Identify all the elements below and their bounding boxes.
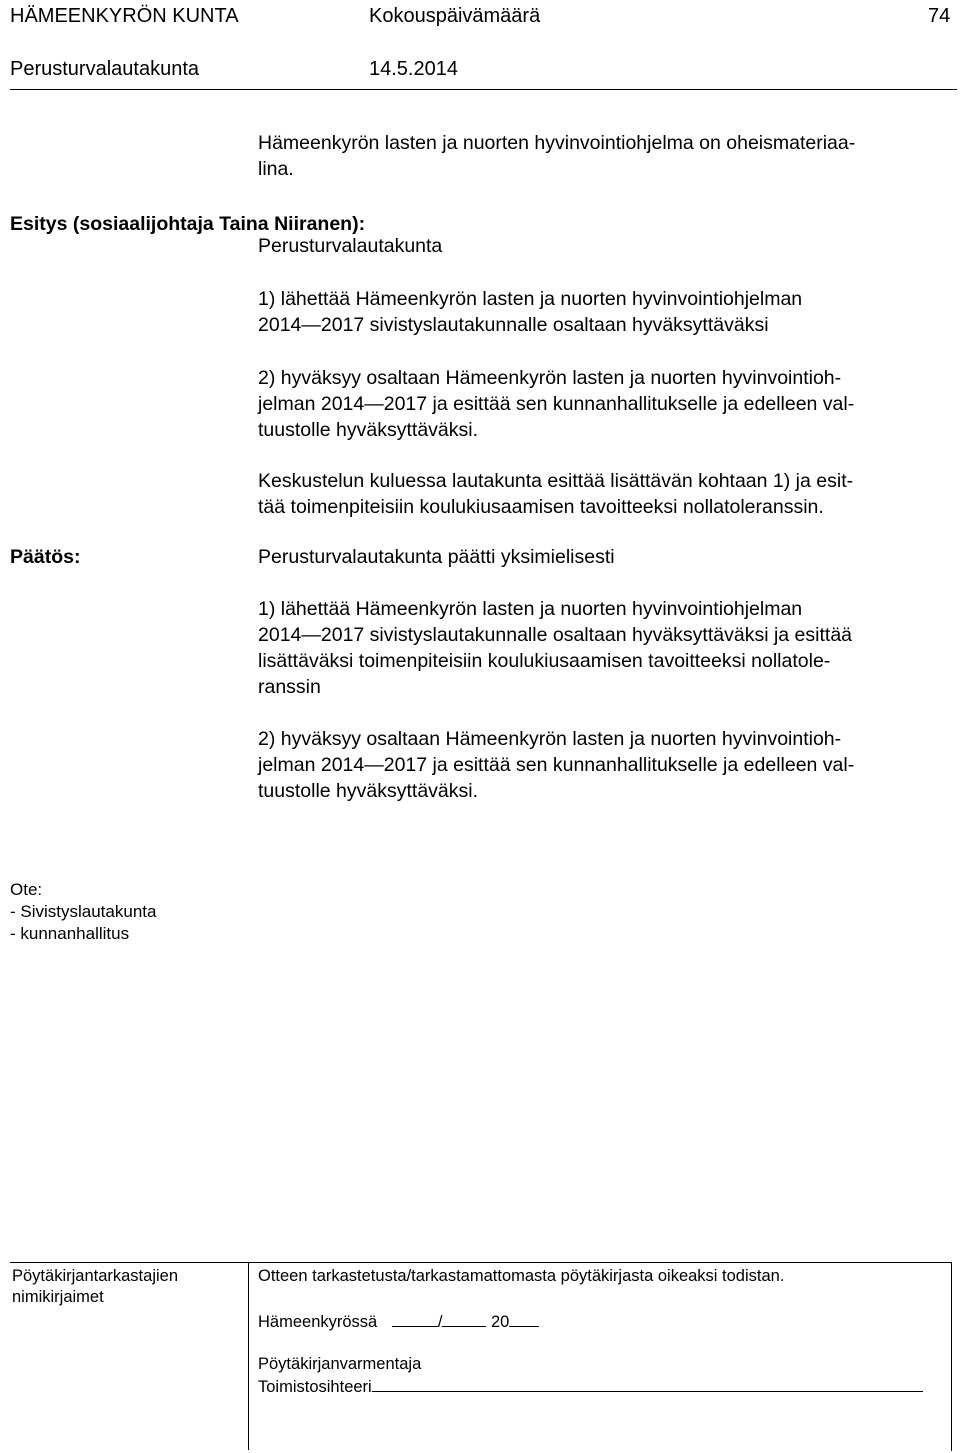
board-name: Perusturvalautakunta (10, 58, 200, 80)
year-blank[interactable] (509, 1310, 539, 1327)
header-divider (10, 89, 957, 90)
decision-intro: Perusturvalautakunta päätti yksimielisesti (258, 546, 615, 568)
discussion-line: Keskustelun kuluessa lautakunta esittää lisättävän kohtaan 1) ja esit- (258, 470, 854, 492)
proposal-item2-line: jelman 2014—2017 ja esittää sen kunnanhallitukselle ja edelleen val- (258, 393, 855, 415)
footer-officer-line (258, 1375, 923, 1397)
footer-box (10, 1262, 952, 1451)
proposal-item2-line: tuustolle hyväksyttäväksi. (258, 419, 479, 441)
decision-item1-line: ranssin (258, 676, 321, 698)
decision-label: Päätös: (10, 546, 81, 568)
footer-initials-label: Pöytäkirjantarkastajien (12, 1267, 178, 1285)
proposal-heading: Esitys (sosiaalijohtaja Taina Niiranen): (10, 213, 366, 235)
decision-item1-line: 1) lähettää Hämeenkyrön lasten ja nuorten hyvinvointiohjelman (258, 598, 803, 620)
footer-place-date (258, 1310, 539, 1332)
footer-certify-text: Otteen tarkastetusta/tarkastamattomasta pöytäkirjasta oikeaksi todistan. (258, 1267, 785, 1285)
excerpt-label: Ote: (10, 880, 43, 899)
decision-item1-line: lisättäväksi toimenpiteisiin koulukiusaamisen tavoitteeksi nollatole- (258, 650, 831, 672)
meeting-date: 14.5.2014 (369, 58, 458, 80)
footer-place: Hämeenkyrössä (258, 1313, 378, 1331)
date-slash: / (437, 1313, 443, 1331)
proposal-board: Perusturvalautakunta (258, 235, 443, 257)
proposal-item1-line: 2014—2017 sivistyslautakunnalle osaltaan hyväksyttäväksi (258, 314, 769, 336)
proposal-item2-line: 2) hyväksyy osaltaan Hämeenkyrön lasten ja nuorten hyvinvointioh- (258, 367, 842, 389)
year-prefix: 20 (491, 1313, 510, 1331)
month-blank[interactable] (442, 1310, 486, 1327)
doc-type-label: Kokouspäivämäärä (369, 5, 541, 27)
intro-line: Hämeenkyrön lasten ja nuorten hyvinvointiohjelma on oheismateriaa- (258, 132, 856, 154)
footer-column-divider (248, 1262, 249, 1450)
footer-certifier-title: Pöytäkirjanvarmentaja (258, 1355, 422, 1373)
intro-line: lina. (258, 158, 294, 180)
day-blank[interactable] (392, 1310, 438, 1327)
decision-item2-line: jelman 2014—2017 ja esittää sen kunnanhallitukselle ja edelleen val- (258, 754, 855, 776)
proposal-item1-line: 1) lähettää Hämeenkyrön lasten ja nuorten hyvinvointiohjelman (258, 288, 803, 310)
footer-initials-label: nimikirjaimet (12, 1288, 104, 1306)
municipality-name: HÄMEENKYRÖN KUNTA (10, 5, 239, 27)
footer-officer-title: Toimistosihteeri (258, 1378, 372, 1396)
page-number: 74 (928, 5, 951, 27)
decision-item2-line: 2) hyväksyy osaltaan Hämeenkyrön lasten ja nuorten hyvinvointioh- (258, 728, 842, 750)
decision-item2-line: tuustolle hyväksyttäväksi. (258, 780, 479, 802)
discussion-line: tää toimenpiteisiin koulukiusaamisen tavoitteeksi nollatoleranssin. (258, 496, 824, 518)
excerpt-recipient: - kunnanhallitus (10, 924, 130, 943)
decision-item1-line: 2014—2017 sivistyslautakunnalle osaltaan hyväksyttäväksi ja esittää (258, 624, 853, 646)
officer-signature-blank[interactable] (372, 1375, 923, 1392)
excerpt-recipient: - Sivistyslautakunta (10, 902, 157, 921)
